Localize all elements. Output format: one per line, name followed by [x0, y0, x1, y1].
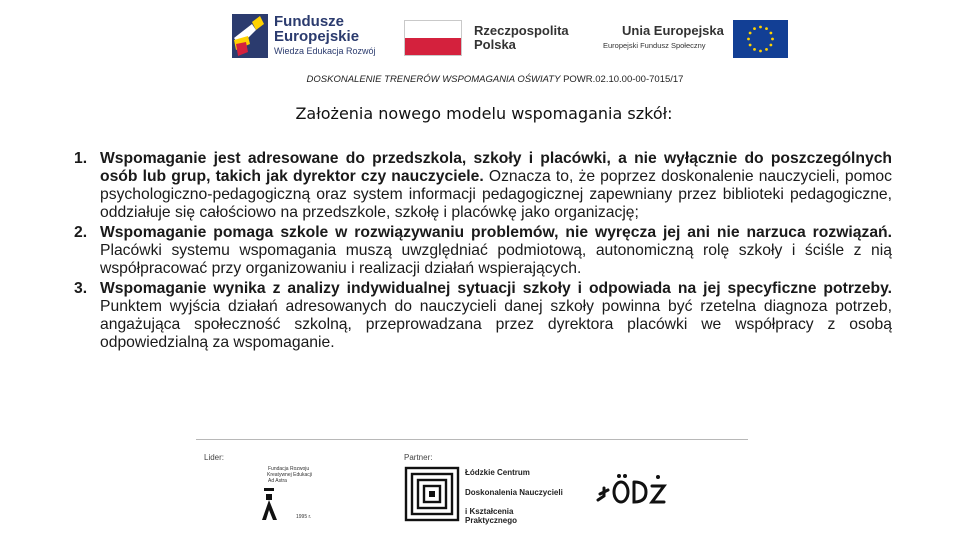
list-item — [74, 280, 892, 352]
partner-logo-line1: Łódzkie Centrum — [465, 468, 530, 477]
item-text: Oznacza to, że poprzez doskonalenie nauczycieli, pomoc psychologiczno-pedagogiczną oraz system informacji pedagogicznej zapewniany przez biblioteki pedagogiczne, oddziałuje się całościowo na przedszkole, szkołę i placówkę jako organizację; — [100, 168, 892, 221]
fundusze-europejskie-logo — [230, 14, 380, 60]
item-number: 2. — [74, 224, 88, 241]
item-text: Placówki systemu wspomagania muszą uwzględniać podmiotową, autonomiczną rolę szkoły i ściśle z nią współpracować przy organizowaniu i realizacji działań wspierających. — [100, 242, 892, 277]
ldnikp-logo — [404, 466, 564, 526]
concentric-squares-icon — [404, 466, 460, 522]
footer-divider — [196, 439, 748, 440]
eu-flag-icon — [733, 20, 788, 58]
lider-logo-line1: Fundacja Rozwoju — [268, 466, 310, 472]
fundusze-europejskie-mark-icon — [230, 14, 270, 60]
figure-icon — [258, 488, 282, 522]
unia-europejska-logo — [600, 20, 800, 60]
lider-label: Lider: — [204, 453, 225, 462]
item-number: 3. — [74, 280, 88, 297]
unia-line2: Europejski Fundusz Społeczny — [603, 41, 706, 50]
partner-logo-line3: i Kształcenia Praktycznego — [465, 507, 518, 525]
fundusze-line2: Europejskie — [274, 28, 360, 45]
partner-label: Partner: — [404, 453, 433, 462]
rzeczpospolita-line2: Polska — [474, 37, 516, 52]
item-bold-text: Wspomaganie wynika z analizy indywidualnej sytuacji szkoły i odpowiada na jej specyficzne potrzeby. — [100, 280, 892, 297]
fundusze-line3: Wiedza Edukacja Rozwój — [274, 46, 376, 56]
logo-bar — [0, 0, 960, 70]
rzeczpospolita-polska-logo — [404, 20, 584, 60]
fundusze-line1: Fundusze — [274, 13, 344, 30]
lider-logo-line2: Kreatywnej Edukacji — [267, 472, 313, 478]
project-name: DOSKONALENIE TRENERÓW WSPOMAGANIA OŚWIATY — [306, 74, 561, 85]
item-bold-text: Wspomaganie jest adresowane do przedszkola, szkoły i placówki, a nie wyłącznie do poszczególnych osób lub grup, takich jak dyrektor czy nauczyciele. — [100, 150, 892, 185]
item-number: 1. — [74, 150, 88, 167]
partner-logo-line2: Doskonalenia Nauczycieli — [465, 488, 563, 497]
slide-title: Założenia nowego modelu wspomagania szkół: — [295, 104, 673, 123]
list-item — [74, 224, 892, 278]
unia-line1: Unia Europejska — [622, 23, 724, 38]
polish-flag-icon — [404, 20, 462, 56]
lider-logo-year: 1995 r. — [296, 514, 312, 520]
assumptions-list — [74, 150, 892, 354]
item-bold-text: Wspomaganie pomaga szkole w rozwiązywaniu problemów, nie wyręcza jej ani nie narzuca rozwiązań. — [100, 224, 892, 241]
project-line — [0, 74, 960, 85]
item-text: Punktem wyjścia działań adresowanych do nauczycieli danej szkoły powinna być rzetelna diagnoza potrzeb, angażująca społeczność szkolną, przeprowadzana przez dyrektora placówki we współpracy z osobą odpowiedzialną za wspomaganie. — [100, 298, 892, 351]
list-item — [74, 150, 892, 222]
rzeczpospolita-line1: Rzeczpospolita — [474, 23, 569, 38]
lodz-city-logo — [594, 472, 668, 508]
lider-logo-line3: Ad Astra — [268, 478, 287, 484]
project-code: POWR.02.10.00-00-7015/17 — [563, 74, 684, 85]
ad-astra-logo — [256, 466, 318, 524]
